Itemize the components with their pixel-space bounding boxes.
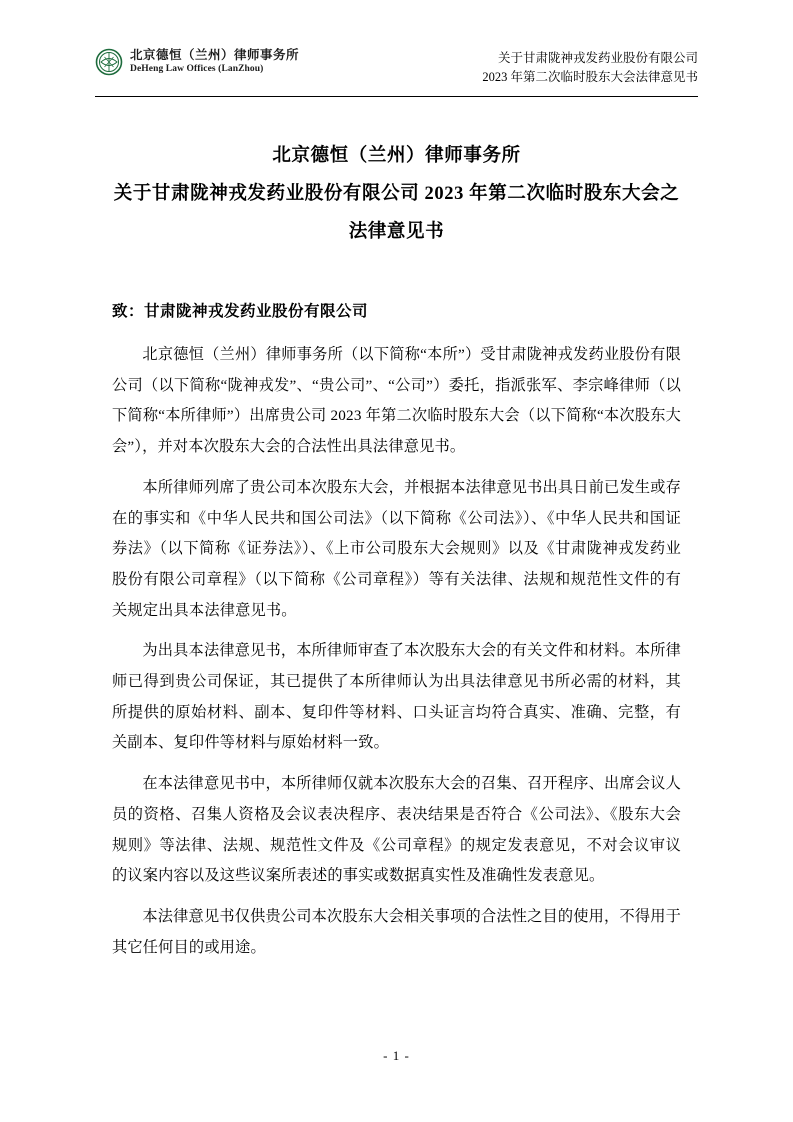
- title-line-3: 法律意见书: [348, 221, 445, 242]
- header-line-1: 关于甘肃陇神戎发药业股份有限公司: [497, 51, 698, 65]
- body-paragraph: 本所律师列席了贵公司本次股东大会，并根据本法律意见书出具日前已发生或存在的事实和《中华人民共和国公司法》（以下简称《公司法》）、《中华人民共和国证券法》（以下简称《证券法》）、《上市公司股东大会规则》以及《甘肃陇神戎发药业股份有限公司章程》（以下简称《公司章程》）等有关法律、法规和规范性文件的有关规定出具本法律意见书。: [112, 478, 681, 619]
- firm-name-en: DeHeng Law Offices (LanZhou): [130, 63, 264, 74]
- page-header: [95, 48, 698, 94]
- header-divider: [95, 96, 698, 97]
- page-number: - 1 -: [383, 1048, 410, 1063]
- body-paragraph: 在本法律意见书中，本所律师仅就本次股东大会的召集、召开程序、出席会议人员的资格、召集人资格及会议表决程序、表决结果是否符合《公司法》、《股东大会规则》等法律、法规、规范性文件及《公司章程》的规定发表意见，不对会议审议的议案内容以及这些议案所表述的事实或数据真实性及准确性发表意见。: [112, 775, 681, 885]
- title-line-1: 北京德恒（兰州）律师事务所: [272, 146, 521, 166]
- firm-name-cn: 北京德恒（兰州）律师事务所: [130, 48, 300, 63]
- deheng-logo-icon: [95, 48, 123, 76]
- header-running-title: [482, 48, 698, 88]
- body-paragraph: 为出具本法律意见书，本所律师审查了本次股东大会的有关文件和材料。本所律师已得到贵公司保证，其已提供了本所律师认为出具法律意见书所必需的材料，其所提供的原始材料、副本、复印件等材料、口头证言均符合真实、准确、完整，有关副本、复印件等材料与原始材料一致。: [112, 642, 681, 752]
- document-body: [112, 296, 681, 973]
- body-paragraph: 本法律意见书仅供贵公司本次股东大会相关事项的合法性之目的使用，不得用于其它任何目的或用途。: [112, 907, 681, 956]
- document-title: [110, 138, 683, 252]
- salutation: 致：甘肃陇神戎发药业股份有限公司: [112, 303, 369, 320]
- title-line-2: 关于甘肃陇神戎发药业股份有限公司 2023 年第二次临时股东大会之: [113, 183, 680, 204]
- body-paragraph: 北京德恒（兰州）律师事务所（以下简称“本所”）受甘肃陇神戎发药业股份有限公司（以下简称“陇神戎发”、“贵公司”、“公司”）委托，指派张军、李宗峰律师（以下简称“本所律师”）出席贵公司 2023 年第二次临时股东大会（以下简称“本次股东大会”），并对本次股东大会的合法性出具法律意见书。: [112, 346, 681, 456]
- firm-logo: [95, 48, 299, 76]
- header-line-2: 2023 年第二次临时股东大会法律意见书: [482, 70, 698, 85]
